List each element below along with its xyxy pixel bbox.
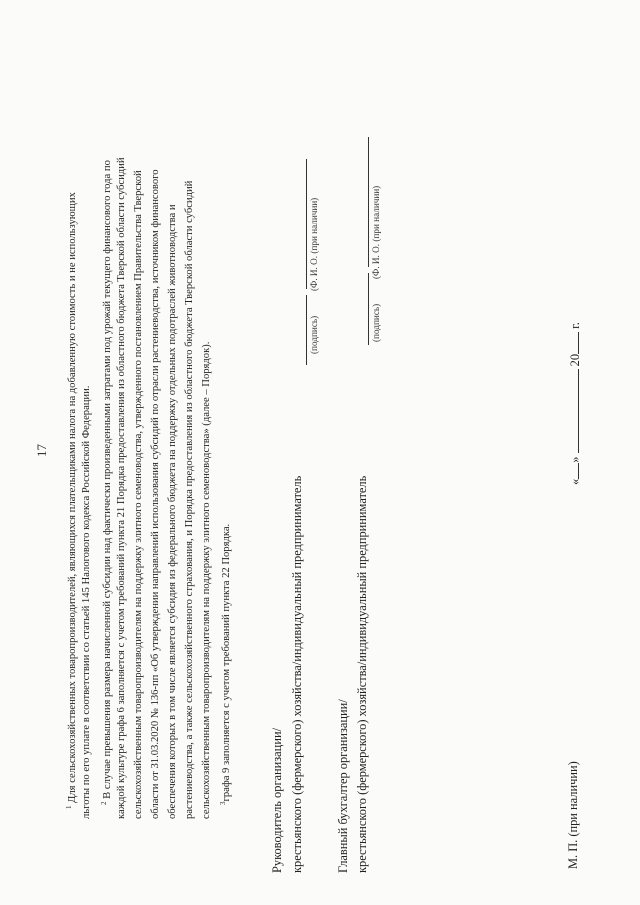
footnote-2-line-7: сельскохозяйственным товаропроизводителям на поддержку элитного семеноводства» (далее – Порядок). [201,341,212,819]
year-suffix: г. [568,322,582,329]
date-close-quote: » [568,456,582,463]
footnote-2-line-1 [97,160,116,805]
footnote-marker: 2 [100,801,108,805]
footnote-2-line-2: каждой культуре графа 6 заполняется с учетом требований пункта 21 Порядка предоставления из областного бюджета Тверской области субсидий [116,157,127,819]
year-century: 20 [568,353,582,367]
footnote-3-line-1 [216,524,235,805]
month-blank [566,369,579,453]
head-subtitle: крестьянского (фермерского) хозяйства/индивидуальный предприниматель [290,475,304,873]
page-number: 17 [34,444,49,457]
head-name-hint: (Ф. И. О. (при наличии) [309,197,319,291]
accountant-subtitle: крестьянского (фермерского) хозяйства/индивидуальный предприниматель [355,475,369,873]
year-blank [566,332,579,354]
accountant-name-line [368,137,369,267]
footnote-2-line-3: сельскохозяйственным товаропроизводителям на поддержку элитного семеноводства, утвержденного постановлением Правительства Тверской [133,170,144,819]
accountant-title: Главный бухгалтер организации/ [336,699,350,873]
accountant-name-hint: (Ф. И. О. (при наличии) [371,185,381,279]
footnote-2-line-4: области от 31.03.2020 № 136-пп «Об утверждении направлений использования субсидий по отрасли растениеводства, источником финансового [150,169,161,819]
head-signature-line [306,295,307,365]
stamp-place: М. П. (при наличии) [566,761,580,869]
footnote-text: В случае превышения размера начисленной субсидии над фактически произведенными затратами под урожай текущего финансового года по [102,160,113,799]
footnote-text: графа 9 заполняется с учетом требований пункта 22 Порядка. [221,523,232,802]
day-blank [566,463,579,479]
date-field [566,322,583,485]
footnote-marker: 1 [65,805,73,809]
footnote-2-line-6: растениеводства, а также сельскохозяйственного страхования, и Порядка предоставления из областного бюджета Тверской области субсидий [184,180,195,819]
footnote-1-line-1 [62,192,81,809]
footnote-1-line-2: льготы по его уплате в соответствии со статьей 145 Налогового кодекса Российской Федерации. [81,385,92,819]
head-signature-hint: (подпись) [309,315,319,354]
accountant-signature-hint: (подпись) [371,303,381,342]
date-open-quote: « [568,478,582,485]
head-title: Руководитель организации/ [270,727,284,873]
footnote-text: Для сельскохозяйственных товаропроизводителей, являющихся плательщиками налога на добавленную стоимость и не использующих [67,192,78,803]
head-name-line [306,159,307,289]
accountant-signature-line [368,273,369,345]
footnote-2-line-5: обеспечения которых в том числе является субсидия из федерального бюджета на поддержку отдельных подотраслей животноводства и [167,204,178,819]
footnote-marker: 3 [219,801,227,805]
